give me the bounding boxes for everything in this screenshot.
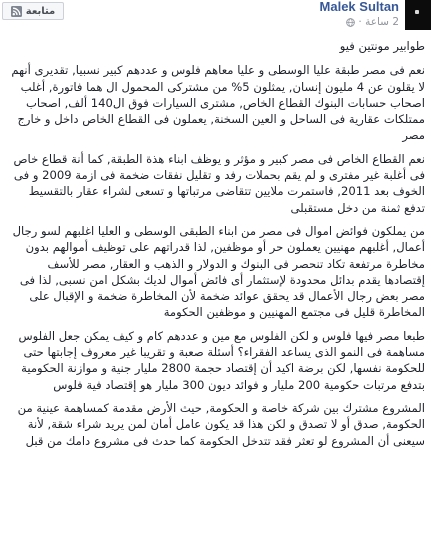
post-body (8, 38, 425, 456)
post-header (0, 0, 431, 34)
post-paragraph: نعم فى مصر طبقة عليا الوسطى و عليا معاهم فلوس و عددهم كبير نسبيا, تقديرى أنهم لا يقلون عن 4 مليون إنسان, يمثلون 5% من مشتركى المحمول ال هما فاتورة, أغلب اصحاب حسابات البنوك القطاع الخاص, مشترى السيارات فوق ال140 ألف, اصحاب ممتلكات عقارية فى الساحل و العين السخنة, يعملون فى القطاع الخاص داخل و خارج مصر (11, 63, 425, 143)
globe-icon[interactable] (346, 18, 355, 27)
post-meta (346, 16, 399, 28)
avatar[interactable] (405, 0, 431, 30)
post-title: طوابير مونتين فيو (339, 39, 425, 53)
author-name[interactable]: Malek Sultan (319, 0, 399, 14)
post-paragraph: نعم القطاع الخاص فى مصر كبير و مؤثر و يوظف ابناء هذة الطبقة, كما أنة قطاع خاص فى أغلبة غير مفترى و لم يقم بحملات رفد و تقليل نفقات ضخمة فى ازمة 2009 و فى الخوف بعد 2011, فاستمرت ملايين تتقاضى مرتباتها و تسعى لشراء عقار بالتقسيط تدفع ثمنة من دخل مستقبلى (13, 151, 425, 215)
follow-button[interactable] (2, 2, 64, 20)
follow-button-label: متابعة (25, 5, 56, 17)
post-paragraph: من يملكون فوائض اموال فى مصر من ابناء الطبقى الوسطى و العليا اغلبهم لسو رجال أعمال, أغلبهم مهنيين يعملون حر أو موظفين, لذا قدراتهم على توظيف أموالهم بدون مخاطرة مرتفعة تكاد تنحصر فى البنوك و الدولار و الذهب و العقار, مصر للأسف إقتصادها يقدم بدائل محدودة لإستثمار أى فائض أموال لديك بشكل امن نسبى, لذا فى مصر بعض رجال الأعمال قد يحقق عوائد ضخمة لأن المخاطرة ضخمة و الإقبال على المخاطرة قليل فى مجتمع المهنيين و موظفين الحكومة (12, 223, 425, 320)
rss-icon (11, 6, 22, 17)
post-timestamp[interactable]: 2 ساعة · (358, 16, 399, 28)
post-paragraph: المشروع مشترك بين شركة خاصة و الحكومة, حيث الأرض مقدمة كمساهمة عينية من الحكومة, صدق أو لا تصدق و لكن هذا قد يكون عامل أمان لمن يريد شراء شقة, لأنة سيعنى أن المشروع لو تعثر فقد تتدخل الحكومة كما حدث فى مشروع دامك من قبل (17, 400, 425, 448)
avatar-image (415, 10, 419, 14)
post-paragraph: طبعا مصر فيها فلوس و لكن الفلوس مع مين و عددهم كام و كيف يمكن جعل الفلوس مساهمة فى النمو الذى يساعد الفقراء؟ أسئلة صعبة و تقريبا غير معروف إجابتها حتى للحكومة نفسها, لكن برضة اكيد أن إقتصاد حجمة 2800 مليار جنية و موازنة الحكومية بتدفع مرتبات حكومية 200 مليار و فوائد ديون 300 مليار هو إقتصاد فية فلوس (18, 328, 425, 392)
